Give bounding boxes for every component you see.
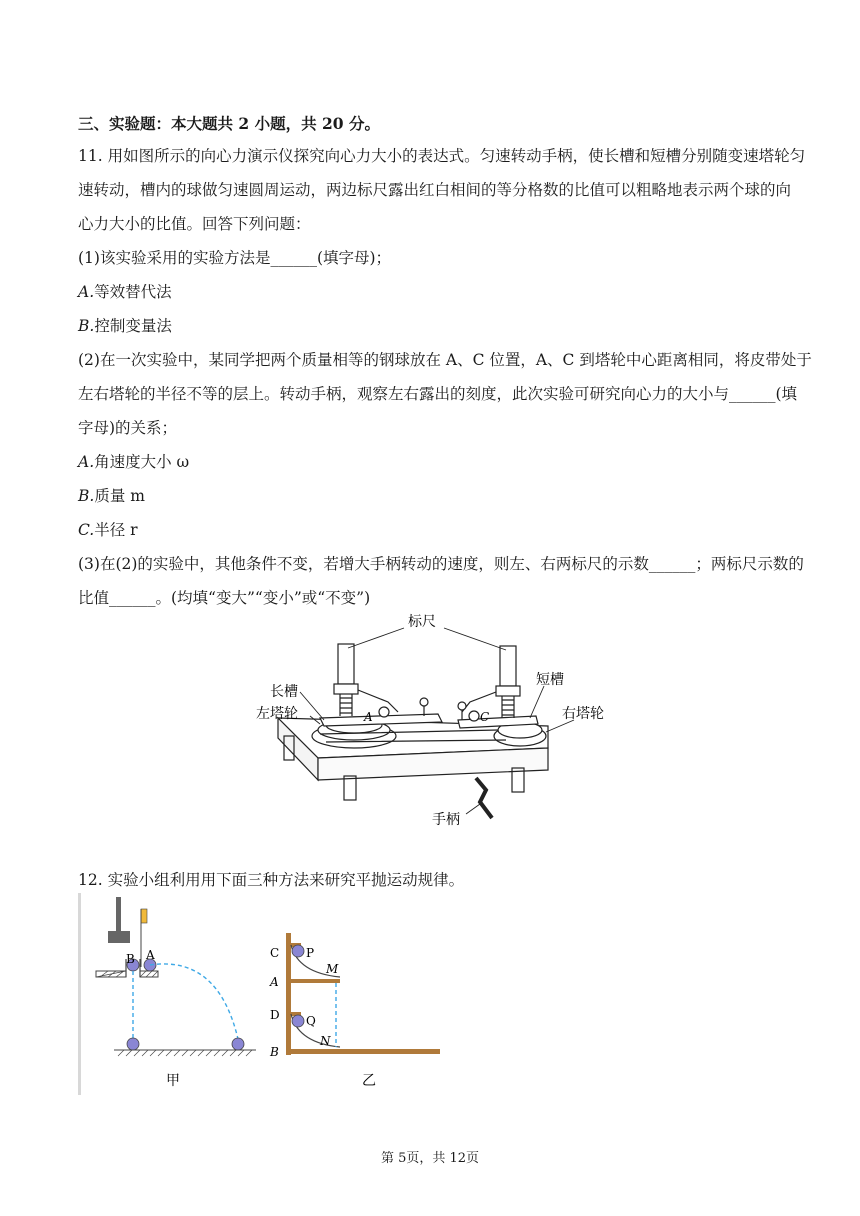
q11-part2-option-b — [78, 486, 784, 506]
yi-label-b: B — [270, 1045, 279, 1059]
label-ruler: 标尺 — [408, 614, 436, 630]
label-left-pulley: 左塔轮 — [256, 706, 298, 722]
ball-p — [292, 945, 304, 957]
label-ball-c: C — [480, 710, 490, 724]
label-long-groove: 长槽 — [270, 684, 298, 700]
q11-part3-line-1: (3)在(2)的实验中，其他条件不变，若增大手柄转动的速度，则左、右两标尺的示数______；两标尺示数的 — [78, 555, 804, 573]
option-text: 质量 m — [94, 487, 145, 505]
q11-part2-line-1: (2)在一次实验中，某同学把两个质量相等的钢球放在 A、C 位置，A、C 到塔轮中心距离相同，将皮带处于 — [78, 351, 812, 369]
label-short-groove: 短槽 — [536, 672, 564, 688]
ball-c — [469, 711, 479, 721]
horizontal-board — [286, 1049, 440, 1054]
option-text: 控制变量法 — [94, 317, 172, 335]
option-text: 角速度大小 ω — [94, 453, 190, 471]
q11-stem-line-1: 11. 用如图所示的向心力演示仪探究向心力大小的表达式。匀速转动手柄，使长槽和短槽分别随变速塔轮匀 — [78, 147, 806, 165]
yi-label-a: A — [270, 975, 279, 989]
flag — [141, 909, 147, 923]
caption-yi: 乙 — [362, 1073, 376, 1089]
margin-bar — [78, 893, 81, 1095]
q11-part1-option-b — [78, 316, 784, 336]
figure-jia — [96, 897, 256, 1089]
label-ball-a: A — [364, 710, 373, 724]
option-letter: A. — [78, 283, 95, 301]
projectile-figures — [78, 893, 458, 1095]
q11-part2-option-a — [78, 452, 784, 472]
q11-stem-line-3: 心力大小的比值。回答下列问题： — [78, 215, 311, 233]
ball-q — [292, 1015, 304, 1027]
jia-label-b: B — [126, 952, 135, 966]
yi-label-n: N — [320, 1034, 331, 1048]
q11-part2-line-2: 左右塔轮的半径不等的层上。转动手柄，观察左右露出的刻度，此次实验可研究向心力的大小与______(填 — [78, 385, 798, 403]
option-letter: A. — [78, 453, 95, 471]
handle — [476, 778, 492, 818]
landed-ball-a — [232, 1038, 244, 1050]
q11-stem-line-2: 速转动，槽内的球做匀速圆周运动，两边标尺露出红白相间的等分格数的比值可以粗略地表示两个球的向 — [78, 181, 792, 199]
label-handle: 手柄 — [432, 812, 460, 828]
option-text: 等效替代法 — [94, 283, 172, 301]
hammer-handle — [116, 897, 121, 931]
caption-jia: 甲 — [166, 1073, 180, 1089]
q11-part3-line-2: 比值______。(均填“变大”“变小”或“不变”) — [78, 589, 371, 607]
q11-part1: (1)该实验采用的实验方法是______(填字母)； — [78, 249, 392, 267]
option-letter: C. — [78, 521, 95, 539]
yi-label-q: Q — [306, 1014, 316, 1028]
option-letter: B. — [78, 317, 95, 335]
yi-label-d: D — [270, 1008, 280, 1022]
left-lever — [358, 690, 398, 712]
option-letter: B. — [78, 487, 95, 505]
shelf-a — [286, 979, 340, 983]
q11-part2-line-3: 字母)的关系； — [78, 419, 178, 437]
projectile-path — [150, 964, 238, 1039]
page-footer: 第 5页，共 12页 — [380, 1151, 480, 1166]
ball-a — [379, 707, 389, 717]
yi-label-m: M — [326, 962, 339, 976]
vertical-board — [286, 933, 291, 1055]
leg — [344, 776, 356, 800]
q11-part1-option-a — [78, 282, 784, 302]
centripetal-apparatus-figure — [248, 608, 618, 836]
jia-label-a: A — [146, 948, 155, 962]
section-heading: 三、实验题：本大题共 2 小题，共 20 分。 — [78, 114, 380, 133]
landed-ball-b — [127, 1038, 139, 1050]
yi-label-c: C — [270, 946, 280, 960]
right-ruler — [500, 646, 516, 686]
hammer-head — [108, 931, 130, 943]
figure-yi — [269, 933, 440, 1089]
label-right-pulley: 右塔轮 — [562, 706, 604, 722]
option-text: 半径 r — [94, 521, 138, 539]
q11-part2-option-c — [78, 520, 784, 540]
left-ruler — [338, 644, 354, 684]
right-lever — [462, 692, 496, 712]
yi-label-p: P — [306, 946, 315, 960]
q12-stem: 12. 实验小组利用用下面三种方法来研究平抛运动规律。 — [78, 871, 465, 889]
